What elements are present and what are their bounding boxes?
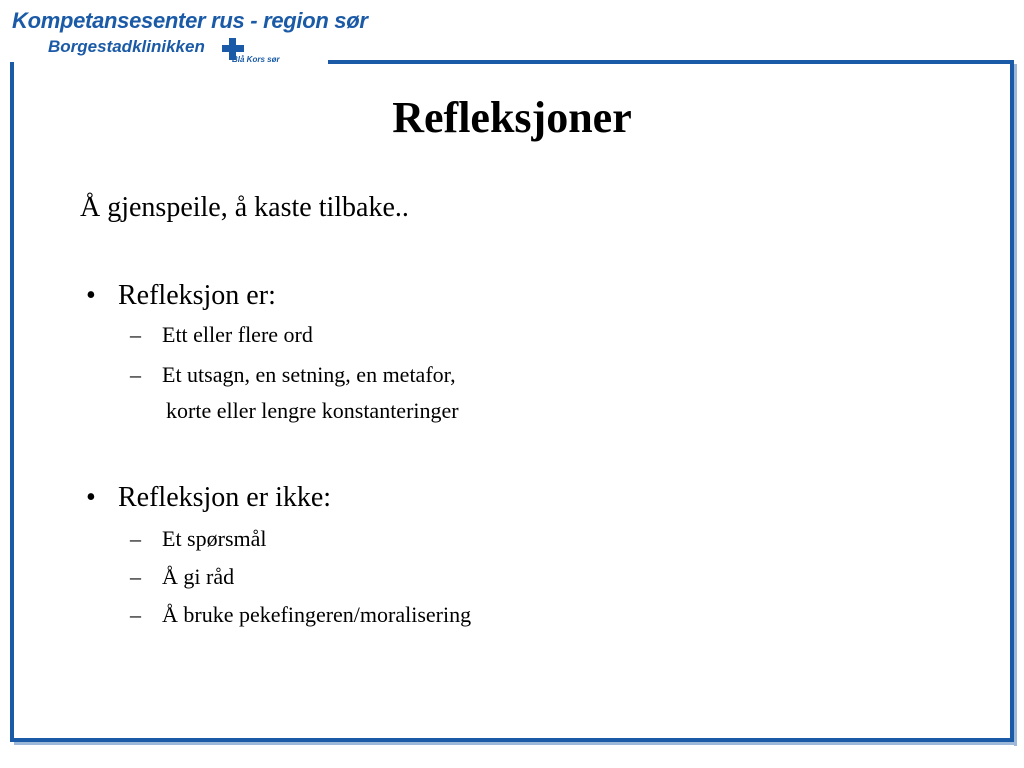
bullet-icon: • — [86, 280, 96, 311]
dash-icon: – — [130, 362, 141, 387]
bullet-heading: Refleksjon er: — [118, 280, 276, 311]
dash-icon: – — [130, 564, 141, 589]
bullet-icon: • — [86, 482, 96, 513]
sub-bullet-text: Å gi råd — [162, 564, 235, 589]
sub-bullet-text: Et utsagn, en setning, en metafor, — [162, 362, 456, 387]
sub-bullet-text: Ett eller flere ord — [162, 322, 313, 347]
organization-logo — [10, 8, 368, 68]
bullet-heading: Refleksjon er ikke: — [118, 482, 332, 513]
slide-frame-shadow-right — [1014, 64, 1017, 746]
sub-bullet-continuation: korte eller lengre konstanteringer — [166, 398, 459, 423]
slide-frame-top — [328, 60, 1014, 64]
logo-clinic-name: Borgestadklinikken — [48, 37, 205, 56]
slide-frame-left — [10, 62, 14, 742]
dash-icon: – — [130, 526, 141, 551]
sub-bullet-text: Å bruke pekefingeren/moralisering — [162, 602, 472, 627]
logo-sub-brand: Blå Kors sør — [232, 55, 280, 64]
dash-icon: – — [130, 322, 141, 347]
slide-title: Refleksjoner — [392, 93, 632, 142]
sub-bullet-text: Et spørsmål — [162, 526, 267, 551]
logo-organization-name: Kompetansesenter rus - region sør — [12, 8, 368, 33]
slide-frame-shadow-bottom — [14, 742, 1017, 745]
dash-icon: – — [130, 602, 141, 627]
slide-intro-text: Å gjenspeile, å kaste tilbake.. — [80, 192, 409, 223]
